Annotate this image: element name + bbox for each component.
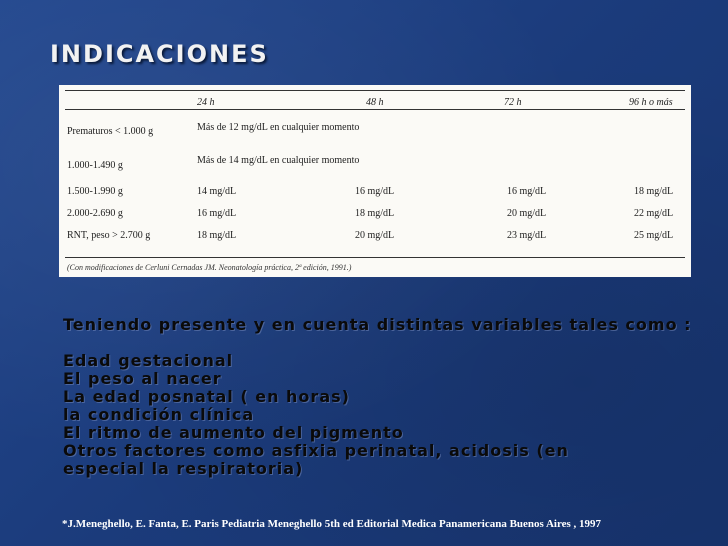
cell-48h: 18 mg/dL [355, 208, 395, 219]
table-source: (Con modificaciones de Cerluni Cernadas JM. Neonatología práctica, 2ª edición, 1991.) [67, 263, 352, 272]
list-item: especial la respiratoria) [63, 459, 304, 478]
row-label: 1.000-1.490 g [67, 160, 123, 171]
cell-72h: 16 mg/dL [507, 186, 547, 197]
row-label: 1.500-1.990 g [67, 186, 123, 197]
cell-72h: 20 mg/dL [507, 208, 547, 219]
cell-24h: Más de 14 mg/dL en cualquier momento [197, 155, 360, 166]
indications-text [63, 316, 723, 478]
blank-line [63, 334, 723, 352]
table-rule-header [65, 109, 685, 110]
row-label: RNT, peso > 2.700 g [67, 230, 151, 241]
header-96h: 96 h o más [629, 97, 673, 108]
cell-48h: 20 mg/dL [355, 230, 395, 241]
list-item: La edad posnatal ( en horas) [63, 387, 350, 406]
header-24h: 24 h [197, 97, 215, 108]
cell-96h: 18 mg/dL [634, 186, 674, 197]
header-72h: 72 h [504, 97, 522, 108]
cell-96h: 22 mg/dL [634, 208, 674, 219]
list-item: El peso al nacer [63, 369, 222, 388]
header-48h: 48 h [366, 97, 384, 108]
row-label: Prematuros < 1.000 g [67, 126, 154, 137]
cell-96h: 25 mg/dL [634, 230, 674, 241]
cell-72h: 23 mg/dL [507, 230, 547, 241]
bilirubin-table [59, 85, 691, 277]
intro-text: Teniendo presente y en cuenta distintas variables tales como : [63, 315, 692, 334]
row-label: 2.000-2.690 g [67, 208, 123, 219]
cell-24h: 14 mg/dL [197, 186, 237, 197]
table-rule-bottom [65, 257, 685, 258]
cell-48h: 16 mg/dL [355, 186, 395, 197]
list-item: Otros factores como asfixia perinatal, acidosis (en [63, 441, 569, 460]
list-item: Edad gestacional [63, 351, 234, 370]
cell-24h: 16 mg/dL [197, 208, 237, 219]
slide-title: INDICACIONES [50, 40, 269, 68]
list-item: la condición clínica [63, 405, 255, 424]
cell-24h: 18 mg/dL [197, 230, 237, 241]
table-rule-top [65, 90, 685, 91]
cell-24h: Más de 12 mg/dL en cualquier momento [197, 122, 360, 133]
list-item: El ritmo de aumento del pigmento [63, 423, 404, 442]
footnote-citation: *J.Meneghello, E. Fanta, E. Paris Pediatria Meneghello 5th ed Editorial Medica Panamericana Buenos Aires , 1997 [62, 518, 602, 530]
